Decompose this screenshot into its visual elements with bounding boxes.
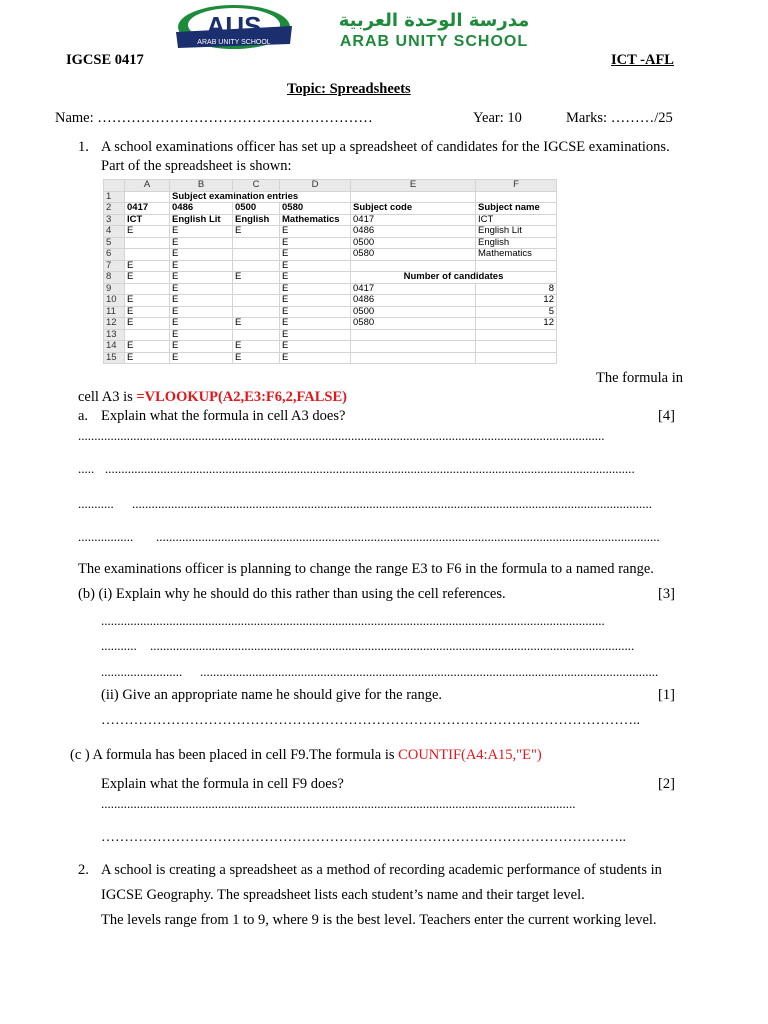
- cell: [233, 295, 280, 307]
- cell: 0580: [351, 249, 476, 261]
- q1b-text: (b) (i) Explain why he should do this rather than using the cell references.: [78, 586, 506, 602]
- corner-cell: [104, 180, 125, 192]
- cell: 8: [476, 283, 557, 295]
- answer-line[interactable]: .....................................................................................................................................................: [150, 638, 635, 653]
- cell: [476, 260, 557, 272]
- cell: [351, 352, 476, 364]
- cell: 12: [476, 295, 557, 307]
- cell: E: [170, 260, 233, 272]
- row-header: 2: [104, 203, 125, 215]
- col-header-f: F: [476, 180, 557, 192]
- cell: E: [170, 352, 233, 364]
- cell: E: [280, 306, 351, 318]
- course-code: IGCSE 0417: [66, 52, 144, 68]
- cell: Subject examination entries: [170, 191, 351, 203]
- cell: Subject code: [351, 203, 476, 215]
- answer-line[interactable]: ..................................................................................................................................................................: [78, 428, 605, 443]
- table-row: [104, 341, 557, 353]
- cell: [125, 191, 170, 203]
- row-header: 4: [104, 226, 125, 238]
- q2-number: 2.: [78, 862, 89, 878]
- answer-line[interactable]: …………………………………………………………………………………………………..: [101, 830, 626, 845]
- cell: 0417: [351, 283, 476, 295]
- table-row: [104, 260, 557, 272]
- row-header: 6: [104, 249, 125, 261]
- row-header: 5: [104, 237, 125, 249]
- q2-line3: The levels range from 1 to 9, where 9 is the best level. Teachers enter the current working level.: [101, 912, 657, 928]
- cell: E: [233, 352, 280, 364]
- cell: 0486: [351, 226, 476, 238]
- table-row: [104, 249, 557, 261]
- cell: ICT: [125, 214, 170, 226]
- table-row: [104, 226, 557, 238]
- cell: E: [125, 341, 170, 353]
- cell: English Lit: [476, 226, 557, 238]
- cell: [233, 306, 280, 318]
- vlookup-formula: =VLOOKUP(A2,E3:F6,2,FALSE): [136, 389, 347, 405]
- q1a-label: a.: [78, 408, 89, 424]
- q1c-lead: (c ) A formula has been placed in cell F9.The formula is: [70, 747, 399, 763]
- cell: Mathematics: [280, 214, 351, 226]
- table-row: [104, 214, 557, 226]
- cell: English: [233, 214, 280, 226]
- col-header-a: A: [125, 180, 170, 192]
- cell: [476, 352, 557, 364]
- cell: E: [280, 341, 351, 353]
- col-header-e: E: [351, 180, 476, 192]
- q1b2-text: (ii) Give an appropriate name he should give for the range.: [101, 687, 443, 703]
- cell: E: [280, 237, 351, 249]
- cell: E: [125, 306, 170, 318]
- svg-text:AUS: AUS: [206, 11, 262, 41]
- q1-number: 1.: [78, 139, 89, 155]
- cell: English: [476, 237, 557, 249]
- q2-line1: A school is creating a spreadsheet as a method of recording academic performance of students in: [101, 862, 662, 878]
- cell: [233, 329, 280, 341]
- q1b-marks: [3]: [658, 586, 675, 602]
- row-header: 12: [104, 318, 125, 330]
- row-header: 15: [104, 352, 125, 364]
- col-header-d: D: [280, 180, 351, 192]
- q1c-question: Explain what the formula in cell F9 does?: [101, 776, 344, 792]
- q2-line2: IGCSE Geography. The spreadsheet lists each student’s name and their target level.: [101, 887, 585, 903]
- cell: E: [125, 318, 170, 330]
- table-row: [104, 352, 557, 364]
- cell: E: [280, 260, 351, 272]
- spreadsheet-table: [103, 179, 557, 364]
- cell: E: [125, 272, 170, 284]
- q1b2-marks: [1]: [658, 687, 675, 703]
- table-row: [104, 283, 557, 295]
- cell: 0580: [351, 318, 476, 330]
- cell: E: [170, 329, 233, 341]
- cell: [125, 329, 170, 341]
- cell: 0417: [351, 214, 476, 226]
- cell: Number of candidates: [351, 272, 557, 284]
- cell: Mathematics: [476, 249, 557, 261]
- cell: ICT: [476, 214, 557, 226]
- table-row: [104, 295, 557, 307]
- formula-lead-2: [78, 389, 347, 406]
- cell: 12: [476, 318, 557, 330]
- cell: E: [125, 226, 170, 238]
- answer-line[interactable]: ……………………………………………………………………………………………………..: [101, 713, 640, 728]
- row-header: 9: [104, 283, 125, 295]
- countif-formula: COUNTIF(A4:A15,"E"): [398, 747, 542, 763]
- cell: E: [233, 226, 280, 238]
- cell: E: [280, 249, 351, 261]
- formula-lead-text: cell A3 is: [78, 389, 137, 405]
- cell: [233, 237, 280, 249]
- cell: [476, 341, 557, 353]
- cell: [351, 260, 476, 272]
- cell: English Lit: [170, 214, 233, 226]
- cell: 5: [476, 306, 557, 318]
- answer-line-lead: .....: [78, 461, 95, 476]
- cell: [125, 237, 170, 249]
- cell: E: [233, 318, 280, 330]
- row-header: 10: [104, 295, 125, 307]
- marks-label: Marks: ………/25: [566, 110, 673, 126]
- table-row: [104, 329, 557, 341]
- answer-line-lead: ...........: [78, 496, 114, 511]
- cell: [476, 329, 557, 341]
- cell: [351, 329, 476, 341]
- cell: E: [170, 295, 233, 307]
- topic-heading: Topic: Spreadsheets: [287, 81, 411, 97]
- svg-text:ARAB UNITY SCHOOL: ARAB UNITY SCHOOL: [197, 39, 271, 46]
- table-row: [104, 306, 557, 318]
- name-field: Name: …………………………………………………: [55, 110, 373, 126]
- cell: E: [280, 352, 351, 364]
- col-header-b: B: [170, 180, 233, 192]
- row-header: 3: [104, 214, 125, 226]
- cell: E: [170, 272, 233, 284]
- cell: [125, 249, 170, 261]
- table-row: [104, 191, 557, 203]
- cell: 0580: [280, 203, 351, 215]
- q1-intro-line1: A school examinations officer has set up a spreadsheet of candidates for the IGCSE examinations.: [101, 139, 670, 155]
- cell: E: [233, 341, 280, 353]
- school-logo: [172, 2, 564, 52]
- cell: E: [170, 226, 233, 238]
- q1-intro-line2: Part of the spreadsheet is shown:: [101, 158, 292, 174]
- cell: [233, 283, 280, 295]
- cell: E: [280, 272, 351, 284]
- cell: 0500: [351, 306, 476, 318]
- q1a-marks: [4]: [658, 408, 675, 424]
- table-row: [104, 237, 557, 249]
- row-header: 1: [104, 191, 125, 203]
- table-row: [104, 272, 557, 284]
- named-range-text: The examinations officer is planning to change the range E3 to F6 in the formula to a named range.: [78, 561, 654, 577]
- cell: 0486: [170, 203, 233, 215]
- cell: E: [233, 272, 280, 284]
- row-header: 7: [104, 260, 125, 272]
- cell: E: [280, 318, 351, 330]
- answer-line[interactable]: ...................................................................................................................................................................: [105, 461, 635, 476]
- row-header: 13: [104, 329, 125, 341]
- table-row: [104, 318, 557, 330]
- cell: E: [280, 329, 351, 341]
- svg-text:ARAB UNITY SCHOOL: ARAB UNITY SCHOOL: [339, 33, 529, 50]
- cell: E: [170, 249, 233, 261]
- answer-line[interactable]: ...........................................................................................................................................................: [156, 529, 660, 544]
- cell: 0486: [351, 295, 476, 307]
- answer-line[interactable]: ................................................................................................................................................................: [132, 496, 652, 511]
- svg-text:مدرسة الوحدة العربية: مدرسة الوحدة العربية: [338, 10, 530, 31]
- answer-line-lead: .........................: [101, 664, 183, 679]
- cell: E: [125, 295, 170, 307]
- year-label: Year: 10: [473, 110, 522, 126]
- cell: [351, 341, 476, 353]
- cell: [476, 191, 557, 203]
- answer-line[interactable]: ...........................................................................................................................................................: [101, 613, 605, 628]
- cell: [233, 249, 280, 261]
- cell: E: [170, 237, 233, 249]
- row-header: 11: [104, 306, 125, 318]
- q1c-marks: [2]: [658, 776, 675, 792]
- formula-lead-1: The formula in: [596, 370, 683, 386]
- cell: E: [125, 260, 170, 272]
- cell: [233, 260, 280, 272]
- answer-line-lead: ...........: [101, 638, 137, 653]
- cell: E: [170, 283, 233, 295]
- cell: E: [280, 226, 351, 238]
- cell: 0417: [125, 203, 170, 215]
- cell: 0500: [233, 203, 280, 215]
- column-header-row: [104, 180, 557, 192]
- row-header: 8: [104, 272, 125, 284]
- cell: 0500: [351, 237, 476, 249]
- cell: E: [170, 318, 233, 330]
- answer-line[interactable]: ..................................................................................................................................................: [101, 796, 576, 811]
- subject-title: ICT -AFL: [611, 52, 674, 68]
- row-header: 14: [104, 341, 125, 353]
- cell: E: [170, 306, 233, 318]
- cell: E: [280, 283, 351, 295]
- cell: [351, 191, 476, 203]
- col-header-c: C: [233, 180, 280, 192]
- cell: E: [125, 352, 170, 364]
- cell: E: [280, 295, 351, 307]
- answer-line-lead: .................: [78, 529, 134, 544]
- cell: Subject name: [476, 203, 557, 215]
- q1a-text: Explain what the formula in cell A3 does?: [101, 408, 346, 424]
- table-row: [104, 203, 557, 215]
- q1c-text: [70, 747, 542, 764]
- cell: E: [170, 341, 233, 353]
- answer-line[interactable]: .............................................................................................................................................: [200, 664, 659, 679]
- cell: [125, 283, 170, 295]
